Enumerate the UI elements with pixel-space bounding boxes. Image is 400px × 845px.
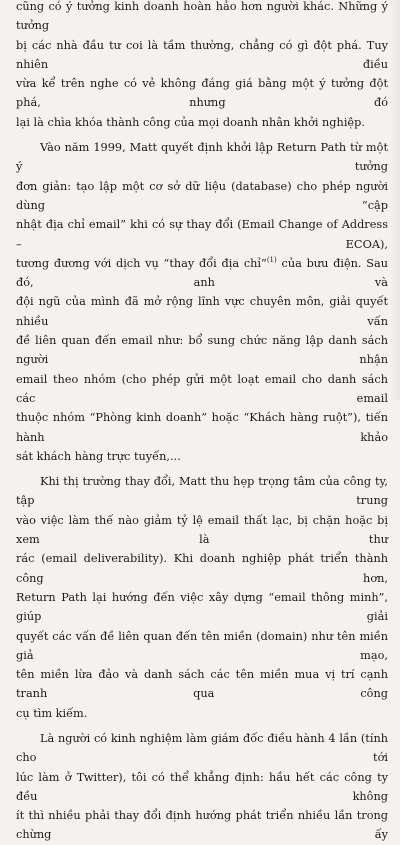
text-line: đơn giản: tạo lập một cơ sở dữ liệu (database) cho phép người dùng “cập [16,179,388,212]
text-line: nhật địa chỉ email” khi có sự thay đổi (Email Change of Address – ECOA), [16,218,388,251]
text-line: quyết các vấn đề liên quan đến tên miền (domain) như tên miền giả mạo, [16,629,388,662]
paragraph-2 [16,138,388,466]
footnote-marker: (1) [266,256,277,265]
text-line: Là người có kinh nghiệm làm giám đốc điều hành 4 lần (tính cho tới [16,731,388,765]
text-line: vừa kể trên nghe có vẻ không đáng giá bằng một ý tưởng đột phá, nhưng đó [16,77,388,110]
text-line: tên miền lừa đảo và danh sách các tên miền mua vị trí cạnh tranh qua công [16,668,388,701]
text-line: vào việc làm thế nào giảm tỷ lệ email thất lạc, bị chặn hoặc bị xem là thư [16,513,388,547]
text-line: rác (email deliverability). Khi doanh nghiệp phát triển thành công hơn, [16,552,388,585]
text-line: đội ngũ của mình đã mở rộng lĩnh vực chuyên môn, giải quyết nhiều vấn [16,295,388,328]
paragraph-3 [16,472,388,723]
page-binding-shadow [390,0,400,400]
text-line [16,254,388,293]
text-line: bị các nhà đầu tư coi là tầm thường, chẳng có gì đột phá. Tuy nhiên điều [16,38,388,71]
text-line: cũng có ý tưởng kinh doanh hoàn hảo hơn người khác. Những ý tưởng [16,0,388,33]
text-line: đề liên quan đến email như: bổ sung chức năng lập danh sách người nhận [16,334,388,367]
paragraph-1 [16,0,388,132]
text-line: lúc làm ở Twitter), tôi có thể khẳng định: hầu hết các công ty đều không [16,770,388,803]
body-text [16,0,388,845]
text-line: Khi thị trường thay đổi, Matt thu hẹp trọng tâm của công ty, tập trung [16,475,388,508]
paragraph-4 [16,729,388,845]
text-line: email theo nhóm (cho phép gửi một loạt email cho danh sách các email [16,372,388,405]
text-line: thuộc nhóm “Phòng kinh doanh” hoặc “Khách hàng ruột”), tiến hành khảo [16,411,388,444]
text-line: sát khách hàng trực tuyến,... [16,449,181,463]
text-line: Vào năm 1999, Matt quyết định khởi lập Return Path từ một ý tưởng [16,141,388,174]
text-line: cụ tìm kiếm. [16,706,88,720]
text-line: lại là chìa khóa thành công của mọi doanh nhân khởi nghiệp. [16,115,365,129]
text-line: Return Path lại hướng đến việc xây dựng “email thông minh”, giúp giải [16,590,388,624]
text-line-part: tương đương với dịch vụ “thay đổi địa chỉ”$^{(1)}$ của bưu điện. Sau đó, anh và [16,256,388,290]
text-line: ít thì nhiều phải thay đổi định hướng phát triển nhiều lần trong chừng ấy [16,809,388,842]
